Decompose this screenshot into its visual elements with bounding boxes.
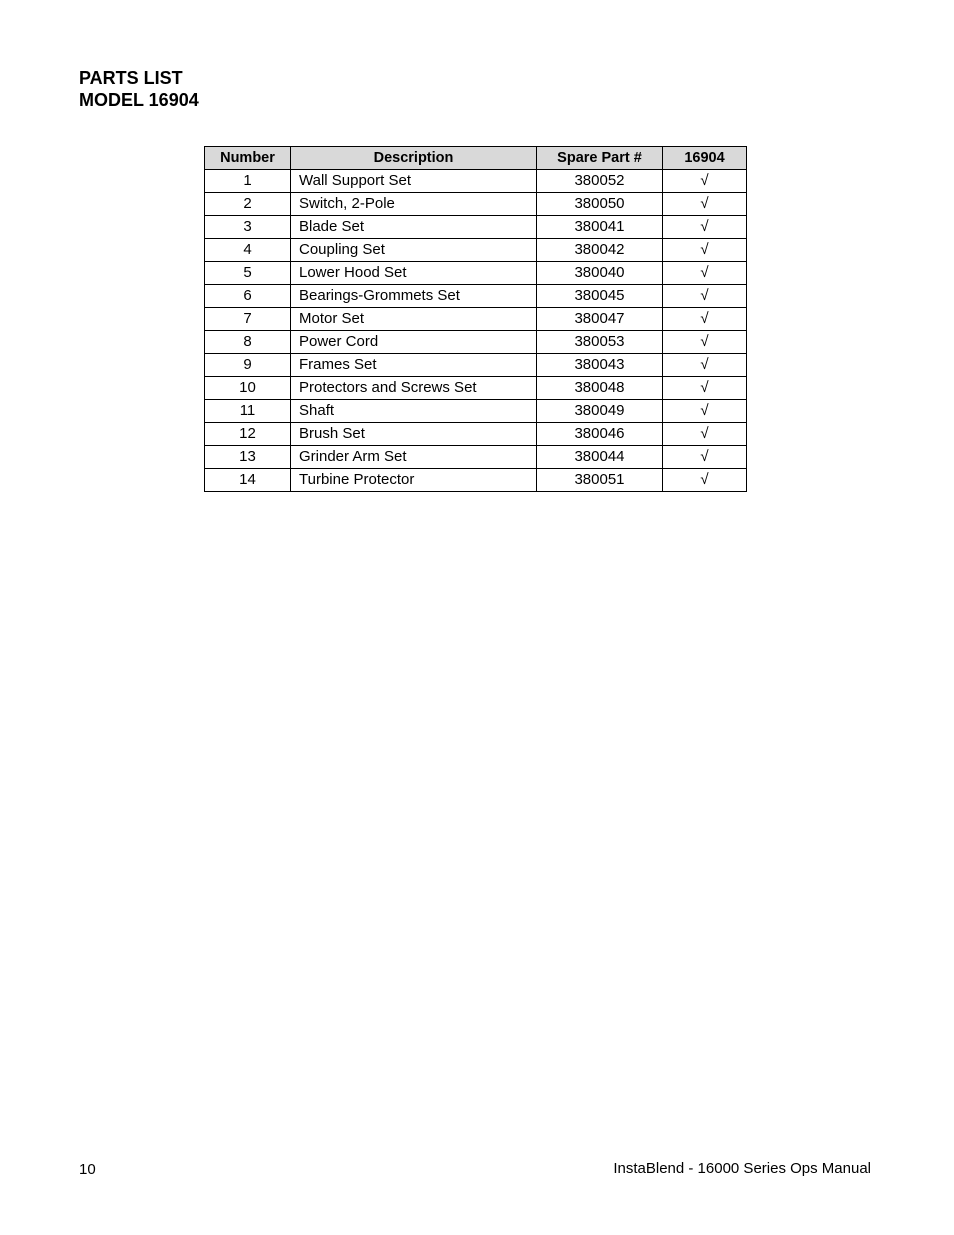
cell-number: 14: [205, 469, 291, 492]
cell-description: Turbine Protector: [291, 469, 537, 492]
cell-number: 10: [205, 377, 291, 400]
cell-spare-part: 380045: [537, 285, 663, 308]
cell-number: 13: [205, 446, 291, 469]
cell-description: Protectors and Screws Set: [291, 377, 537, 400]
parts-table-body: [205, 170, 747, 492]
cell-number: 9: [205, 354, 291, 377]
cell-model-check: √: [663, 400, 747, 423]
cell-spare-part: 380043: [537, 354, 663, 377]
cell-description: Coupling Set: [291, 239, 537, 262]
cell-number: 11: [205, 400, 291, 423]
table-row: [205, 308, 747, 331]
cell-spare-part: 380046: [537, 423, 663, 446]
cell-model-check: √: [663, 285, 747, 308]
cell-spare-part: 380051: [537, 469, 663, 492]
cell-model-check: √: [663, 239, 747, 262]
page-number: 10: [79, 1161, 96, 1178]
cell-model-check: √: [663, 262, 747, 285]
cell-description: Blade Set: [291, 216, 537, 239]
cell-number: 4: [205, 239, 291, 262]
cell-description: Power Cord: [291, 331, 537, 354]
column-header-model: 16904: [663, 147, 747, 170]
cell-model-check: √: [663, 193, 747, 216]
cell-description: Shaft: [291, 400, 537, 423]
column-header-number: Number: [205, 147, 291, 170]
cell-description: Brush Set: [291, 423, 537, 446]
cell-number: 6: [205, 285, 291, 308]
table-row: [205, 423, 747, 446]
cell-number: 8: [205, 331, 291, 354]
table-row: [205, 377, 747, 400]
cell-model-check: √: [663, 377, 747, 400]
cell-number: 5: [205, 262, 291, 285]
cell-description: Switch, 2-Pole: [291, 193, 537, 216]
cell-description: Wall Support Set: [291, 170, 537, 193]
cell-model-check: √: [663, 331, 747, 354]
cell-model-check: √: [663, 170, 747, 193]
table-header-row: [205, 147, 747, 170]
table-row: [205, 170, 747, 193]
cell-spare-part: 380044: [537, 446, 663, 469]
cell-number: 7: [205, 308, 291, 331]
cell-model-check: √: [663, 446, 747, 469]
table-row: [205, 193, 747, 216]
table-row: [205, 216, 747, 239]
title-line-parts-list: PARTS LIST: [79, 68, 183, 88]
title-line-model: MODEL 16904: [79, 90, 199, 110]
manual-title: InstaBlend - 16000 Series Ops Manual: [613, 1160, 871, 1177]
cell-description: Frames Set: [291, 354, 537, 377]
cell-spare-part: 380053: [537, 331, 663, 354]
cell-description: Motor Set: [291, 308, 537, 331]
cell-number: 2: [205, 193, 291, 216]
cell-number: 3: [205, 216, 291, 239]
cell-model-check: √: [663, 469, 747, 492]
table-row: [205, 400, 747, 423]
cell-model-check: √: [663, 308, 747, 331]
cell-description: Grinder Arm Set: [291, 446, 537, 469]
table-row: [205, 239, 747, 262]
cell-spare-part: 380050: [537, 193, 663, 216]
table-row: [205, 331, 747, 354]
cell-spare-part: 380042: [537, 239, 663, 262]
cell-number: 12: [205, 423, 291, 446]
column-header-spare-part: Spare Part #: [537, 147, 663, 170]
cell-number: 1: [205, 170, 291, 193]
cell-spare-part: 380052: [537, 170, 663, 193]
page-title: [79, 67, 199, 111]
cell-description: Lower Hood Set: [291, 262, 537, 285]
table-row: [205, 285, 747, 308]
cell-spare-part: 380041: [537, 216, 663, 239]
table-row: [205, 446, 747, 469]
column-header-description: Description: [291, 147, 537, 170]
parts-table: [204, 146, 747, 492]
cell-spare-part: 380048: [537, 377, 663, 400]
cell-spare-part: 380049: [537, 400, 663, 423]
table-row: [205, 262, 747, 285]
cell-model-check: √: [663, 423, 747, 446]
cell-model-check: √: [663, 216, 747, 239]
cell-description: Bearings-Grommets Set: [291, 285, 537, 308]
table-row: [205, 469, 747, 492]
table-row: [205, 354, 747, 377]
cell-model-check: √: [663, 354, 747, 377]
cell-spare-part: 380047: [537, 308, 663, 331]
cell-spare-part: 380040: [537, 262, 663, 285]
